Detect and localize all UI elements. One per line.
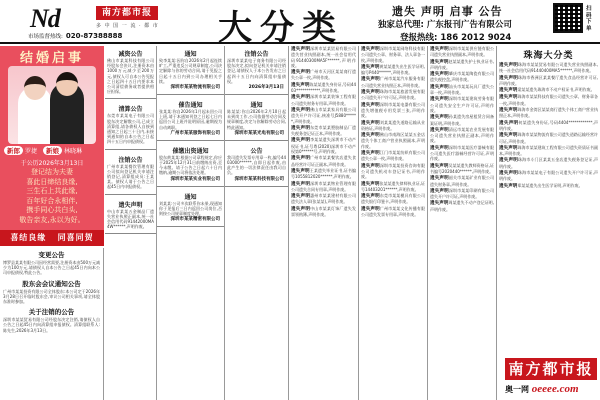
order-hotline-number: 186 2012 9024 bbox=[440, 33, 512, 43]
lost-notice bbox=[428, 145, 496, 162]
lost-notice bbox=[359, 46, 427, 63]
zhuhai-notice-text: 珠海市某某建筑工程有限公司遗失资质证书副本,声明作废。 bbox=[499, 144, 598, 157]
zhuhai-title: 珠海大分类 bbox=[523, 51, 574, 61]
lost-notice-text: 深圳市某某印刷有限公司遗失开户许可证,声明作废。 bbox=[430, 187, 494, 200]
ad-text: 陈某某:你自2026年2月10日起未到岗工作,公司依据劳动合同及规章制度,决定与你解除劳动合同,特此通知。 bbox=[227, 109, 286, 130]
divider bbox=[105, 194, 156, 195]
order-hotline bbox=[400, 31, 511, 43]
lost-notice-label: 遗失声明 bbox=[361, 77, 380, 83]
lost-notice-label: 遗失声明 bbox=[430, 163, 449, 169]
lost-notice-label: 遗失声明 bbox=[361, 151, 380, 157]
ad-text: 股东黄某某:根据公司章程规定,你应于2025年12月31日前缴纳出资,至今未缴。请于公告之日起六十日内缴纳,逾期公司将依法处理。 bbox=[159, 154, 222, 176]
notice-heading: 关于注销的公告 bbox=[28, 308, 75, 317]
ad-heading: 公告 bbox=[250, 147, 263, 155]
lost-notice-label: 遗失声明 bbox=[291, 194, 311, 200]
qr-label: 扫码下单 bbox=[586, 6, 592, 32]
lost-notice-label: 遗失声明 bbox=[361, 102, 380, 108]
lost-notice-text: 中山市某某灯饰厂遗失发票领购簿,声明作废。 bbox=[291, 205, 356, 218]
agent-line: 独家总代理: 广东报刊广告有限公司 bbox=[378, 20, 512, 30]
groom-badge: 新郎 bbox=[4, 146, 23, 155]
lost-notice-label: 遗失声明 bbox=[291, 206, 311, 212]
lost-notice-label: 遗失声明 bbox=[291, 168, 310, 174]
lost-notice bbox=[289, 206, 358, 218]
zhuhai-column bbox=[497, 46, 600, 356]
lost-notice-text: 深圳市某某装饰工程有限公司遗失财务专用章,声明作废。 bbox=[291, 94, 356, 106]
lost-notice-text: 深圳市某某建筑劳务有限公司遗失安全生产许可证,声明作废。 bbox=[430, 96, 494, 113]
wedding-title: 结婚启事 bbox=[19, 51, 84, 66]
lost-notice-text: 韶关市某某矿业有限公司遗失财务章,声明作废。 bbox=[430, 175, 494, 187]
lost-notice-label: 遗失声明 bbox=[361, 133, 380, 139]
lost-notice-text: 佛山市某某家具有限公司遗失开户许可证,核准号J5880******,声明作废。 bbox=[291, 106, 356, 124]
lost-notice bbox=[428, 188, 496, 200]
divider bbox=[157, 94, 224, 95]
lost-notice bbox=[289, 107, 358, 124]
lost-notice-text: 王某遗失毕业证书,证书编号1055812020******,声明作废。 bbox=[291, 167, 356, 180]
lost-notice-label: 遗失声明 bbox=[291, 95, 311, 101]
lost-notice bbox=[289, 168, 358, 180]
wedding-footer-left: 喜结良缘 bbox=[10, 233, 47, 242]
ad-signature: 深圳市某某物流有限公司 bbox=[170, 85, 220, 91]
lost-notice-label: 遗失声明 bbox=[430, 72, 449, 78]
wedding-poem bbox=[6, 168, 98, 225]
ad-text: 中山市某某五金制品厂遗失营业执照正副本,统一社会信用代码91442000MA4W******,声明作废。 bbox=[107, 208, 154, 230]
lost-notice bbox=[428, 175, 496, 187]
hotline-number: 020-87388888 bbox=[65, 32, 123, 40]
lost-notice-label: 遗失声明 bbox=[499, 95, 518, 101]
lost-notice-text: 黄某某遗失出生医学证明,编号P440******,声明作废。 bbox=[361, 63, 425, 76]
ad-heading: 通知 bbox=[250, 102, 263, 110]
order-hotline-label: 登报热线: bbox=[400, 33, 438, 43]
lost-notice-label: 遗失声明 bbox=[430, 127, 449, 133]
wedding-announcement bbox=[0, 46, 104, 246]
ad-text: 东莞市某某电子有限公司股东决定解散公司,已成立清算组,请各债权人自接到通知之日起三十日内,未接到通知的自本公告之日起四十五日内申报债权。 bbox=[107, 113, 154, 145]
notice-heading: 变更公告 bbox=[38, 251, 65, 259]
wedding-footer bbox=[0, 230, 104, 246]
footer-logo: 南方都市报 bbox=[505, 358, 597, 380]
lost-notice-text: 广州市某某文化传播有限公司遗失发票专用章,声明作废。 bbox=[361, 205, 425, 218]
lost-notice-label: 遗失声明 bbox=[499, 133, 518, 139]
lost-notice bbox=[359, 120, 427, 132]
lost-notice-label: 遗失声明 bbox=[291, 125, 311, 131]
bride-badge: 新娘 bbox=[43, 146, 62, 155]
lost-notice-label: 遗失声明 bbox=[361, 206, 380, 212]
zhuhai-notice-text: 珠海市某某贸易有限公司遗失营业执照副本,统一社会信用代码91440400MA5******,声明作废。 bbox=[499, 62, 598, 74]
lost-notice bbox=[359, 206, 427, 218]
notice-ad bbox=[105, 46, 156, 96]
notice-ad bbox=[105, 152, 156, 192]
lost-notice-text: 广州市天河区某某商行遗失公章一枚,声明作废。 bbox=[291, 69, 356, 81]
lost-notice-label: 遗失声明 bbox=[291, 181, 311, 187]
lost-notice bbox=[289, 125, 358, 137]
lost-notice-text: 深圳市某某贸易有限公司遗失营业执照副本,统一社会信用代码91440300MA5F******,声明作废。 bbox=[291, 46, 356, 68]
lost-notice-label: 遗失声明 bbox=[291, 107, 311, 113]
ad-signature: 广州市某某服饰有限公司 bbox=[170, 130, 220, 136]
column-1 bbox=[105, 46, 157, 400]
lost-notice-label: 遗失声明 bbox=[361, 120, 380, 126]
lost-notice-label: 遗失声明 bbox=[430, 97, 449, 103]
lost-notice bbox=[289, 193, 358, 205]
groom-head bbox=[56, 72, 78, 96]
zhuhai-notice bbox=[497, 157, 600, 169]
zhuhai-notice-text: 珠海市斗门区某某五金店遗失税务登记证,声明作废。 bbox=[499, 157, 598, 169]
lost-notice bbox=[428, 127, 496, 144]
footer-brand bbox=[497, 356, 600, 400]
lost-notice-text: 孙某遗失房屋租赁合同备案证明,声明作废。 bbox=[430, 114, 494, 126]
lost-notice-text: 刘某某遗失道路运输从业资格证,声明作废。 bbox=[361, 119, 425, 131]
ad-signature: 深圳市某某科技有限公司 bbox=[234, 176, 284, 182]
page-subtitle: 遗失 声明 启事 公告 bbox=[392, 5, 503, 18]
poem-line: 登记结为夫妻 bbox=[31, 168, 73, 176]
ad-text: 我司遗失发票专用章一枚,编号4403000******,自即日起作废,由此产生的一切法律责任由我司自负。 bbox=[227, 154, 286, 176]
lost-notice-text: 陈某某遗失身份证,号码4403************,声明作废。 bbox=[291, 81, 356, 94]
lost-notice-label: 遗失声明 bbox=[291, 47, 311, 52]
lost-notice-label: 遗失声明 bbox=[291, 70, 311, 76]
lost-notice bbox=[359, 76, 427, 88]
hotline-label: 市场监督热线: bbox=[28, 34, 63, 40]
notice-ad bbox=[105, 101, 156, 146]
lost-notice-label: 遗失声明 bbox=[430, 176, 449, 182]
lost-notice bbox=[289, 46, 358, 68]
lost-notice bbox=[428, 114, 496, 126]
zhuhai-notice-text: 珠海市香洲区某某餐厅遗失食品经营许可证,声明作废。 bbox=[499, 74, 598, 86]
lost-notice bbox=[289, 181, 358, 193]
column-6 bbox=[428, 46, 497, 400]
lost-notice-label: 遗失声明 bbox=[430, 84, 449, 90]
notice-ad bbox=[157, 97, 224, 138]
lost-notice-label: 遗失声明 bbox=[291, 82, 310, 88]
lost-notice-text: 深圳市某某供应链有限公司遗失营业执照副本,声明作废。 bbox=[430, 46, 494, 58]
lost-notice-label: 遗失声明 bbox=[361, 64, 380, 70]
divider bbox=[105, 98, 156, 99]
zhuhai-notice bbox=[497, 170, 600, 182]
ad-heading: 遗失声明 bbox=[118, 201, 143, 209]
lost-notice-label: 遗失声明 bbox=[499, 88, 518, 94]
lost-notice-label: 遗失声明 bbox=[430, 115, 449, 121]
ad-text: 刘某某:公司多次联系你未果,现通知你于见报后三日内返回公司岗位,否则按公司规章制度处理。 bbox=[159, 200, 222, 217]
lost-notice-label: 遗失声明 bbox=[361, 47, 380, 52]
ad-text: 张某某:你自2026年1月起未回公司上班,请于本通知刊登之日起七日内返回公司上班并说明原因,逾期视为自动离职。 bbox=[159, 109, 222, 130]
zhuhai-notice bbox=[497, 62, 600, 74]
divider bbox=[157, 140, 224, 141]
supervision-hotline bbox=[28, 32, 122, 40]
poem-line: 携手同心共白头, bbox=[26, 206, 78, 214]
lost-notice bbox=[289, 155, 358, 167]
lost-notice-text: 珠海市某某旅游发展有限公司遗失开户许可证,声明作废。 bbox=[361, 89, 425, 101]
ad-signature: 深圳市某某精密有限公司 bbox=[170, 217, 220, 223]
couple-photo bbox=[8, 66, 96, 144]
lost-notice-text: 深圳市某某电器有限公司遗失增值税专用发票三张,声明作废。 bbox=[361, 101, 425, 119]
lost-notice-label: 遗失声明 bbox=[430, 145, 449, 151]
zhuhai-notice-text: 何某遗失身份证,号码4404************,声明作废。 bbox=[499, 119, 598, 131]
zhuhai-notice bbox=[497, 94, 600, 106]
lost-notice-text: 东莞市某某塑胶制品厂遗失税务登记证正本,声明作废。 bbox=[291, 124, 356, 137]
zhuhai-notice-text: 珠海市金湾区某某商行遗失个体工商户营业执照正本,声明作废。 bbox=[499, 107, 598, 119]
couple-names bbox=[4, 146, 100, 155]
zhuhai-notice-text: 珠海市某某物流有限公司遗失道路运输经营许可证,声明作废。 bbox=[499, 132, 598, 144]
zhuhai-notice bbox=[497, 75, 600, 87]
lost-notice bbox=[428, 46, 496, 58]
lost-notice bbox=[359, 163, 427, 180]
lost-notice bbox=[428, 163, 496, 175]
ad-heading: 通知 bbox=[184, 193, 197, 201]
lost-notice bbox=[359, 181, 427, 193]
lost-notice-text: 深圳市某某医疗器械有限公司遗失医疗器械经营许可证,声明作废。 bbox=[430, 144, 494, 162]
lost-notice bbox=[359, 193, 427, 205]
divider bbox=[225, 94, 288, 95]
lost-notice bbox=[428, 96, 496, 113]
lost-notice-text: 东莞市某某模具有限公司遗失银行印鉴卡,声明作废。 bbox=[361, 193, 425, 205]
wedding-date: 于公历2026年3月13日 bbox=[20, 160, 84, 167]
zhuhai-items bbox=[497, 62, 600, 189]
lost-notice bbox=[289, 137, 358, 154]
lost-notice-label: 遗失声明 bbox=[499, 63, 518, 68]
lost-notice-text: 汕头市某某玩具厂遗失公章一枚,声明作废。 bbox=[430, 83, 494, 96]
lost-notice-label: 遗失声明 bbox=[361, 90, 380, 96]
lost-notice-text: 张某某遗失律师执业证,证号14403201******,声明作废。 bbox=[361, 180, 425, 192]
lost-notice-label: 遗失声明 bbox=[499, 108, 518, 114]
brand-badge: 南方都市报 bbox=[96, 6, 158, 20]
page-title: 大分类 bbox=[218, 8, 344, 48]
site-url[interactable]: oeeee.com bbox=[531, 383, 579, 395]
zhuhai-notice-text: 珠海市某某电子有限公司遗失开户许可证,声明作废。 bbox=[499, 170, 598, 182]
notice-body: 深圳市某某贸易有限公司经股东决定注销,请债权人自公告之日起45日内向清算组申报债权。清算组联系人:陈先生,2026年3月13日。 bbox=[3, 317, 100, 333]
zhuhai-notice bbox=[497, 132, 600, 144]
zhuhai-notice-text: 郑某某遗失出生医学证明,声明作废。 bbox=[517, 182, 583, 188]
zhuhai-notice bbox=[497, 87, 600, 93]
lost-notice bbox=[359, 150, 427, 162]
left-notices bbox=[0, 248, 104, 400]
lost-notice-text: 肇庆市某某陶瓷有限公司遗失税控盘,声明作废。 bbox=[430, 71, 494, 83]
ad-heading: 减资公告 bbox=[118, 51, 143, 58]
ad-text: 广州市某某餐饮管理有限公司拟向登记机关申请注销登记,清算组成员:王某某。债权人请于公告之日起45日内申报债权。 bbox=[107, 163, 154, 190]
poem-line: 三生石上共此缘, bbox=[26, 187, 78, 195]
notice-ad bbox=[225, 97, 288, 138]
lost-notice bbox=[359, 89, 427, 101]
lost-notice-text: 深圳市某某网络科技有限公司遗失公章、财务章、法人章各一枚,声明作废。 bbox=[361, 46, 425, 63]
lost-notice bbox=[359, 132, 427, 149]
notice-heading: 股东会会议通知公告 bbox=[22, 279, 81, 288]
lost-notice-label: 遗失声明 bbox=[499, 171, 518, 177]
zhuhai-notice bbox=[497, 120, 600, 132]
lost-notice-text: 深圳市某某物业管理有限公司遗失合同专用章,声明作废。 bbox=[291, 180, 356, 192]
bride-name: 林晓琳 bbox=[63, 148, 82, 155]
notice-ad bbox=[157, 143, 224, 184]
zhuhai-notice-text: 珠海市某某科技有限公司遗失公章、财务章各一枚,声明作废。 bbox=[499, 94, 598, 106]
poem-line: 喜此日缔结良缘, bbox=[26, 177, 78, 186]
lost-notice bbox=[289, 82, 358, 94]
lost-notice bbox=[428, 59, 496, 71]
lost-notice-text: 赵某某遗失护士执业证书,声明作废。 bbox=[430, 58, 494, 70]
lost-notice-text: 佛山市南海区某某五金店遗失个体工商户营业执照副本,声明作废。 bbox=[361, 132, 425, 149]
ad-heading: 通知 bbox=[184, 51, 197, 58]
divider bbox=[105, 149, 156, 150]
ad-signature: 深圳市某某光电有限公司 bbox=[234, 130, 284, 136]
ad-signature: 2026年3月13日 bbox=[248, 85, 284, 91]
notice-ad bbox=[157, 46, 224, 92]
ad-heading: 催告通知 bbox=[178, 102, 203, 110]
notice-ad bbox=[225, 143, 288, 184]
lost-notice-label: 遗失声明 bbox=[499, 183, 518, 189]
lost-notice-text: 李某某遗失深圳市不动产权证书,证号粤(2020)深圳市不动产权第0******号,声明作废。 bbox=[291, 137, 356, 155]
lost-notice-label: 遗失声明 bbox=[361, 194, 380, 200]
brand-slogan: 多 中 国 一 流 · 都 市 bbox=[96, 23, 159, 29]
zhuhai-notice bbox=[497, 145, 600, 157]
ad-heading: 催缴出资通知 bbox=[172, 147, 209, 155]
divider bbox=[225, 186, 288, 187]
divider bbox=[225, 140, 288, 141]
lost-notice-label: 遗失声明 bbox=[430, 47, 449, 52]
masthead bbox=[0, 0, 600, 48]
notice-body: 博罗县某某有限公司因经营需要,注册资本由500万元减少为100万元,请债权人自本公告之日起45日内向本公司申报债权,特此公告。 bbox=[3, 260, 100, 276]
ad-heading: 注销公告 bbox=[244, 51, 269, 58]
groom-name: 罗捷 bbox=[25, 148, 38, 155]
lost-notice-label: 遗失声明 bbox=[499, 120, 519, 126]
ad-heading: 注销公告 bbox=[118, 156, 143, 164]
qr-code-icon[interactable] bbox=[553, 3, 583, 33]
zhuhai-notice bbox=[497, 183, 600, 189]
newspaper-logo: Nd bbox=[30, 4, 60, 33]
lost-notice bbox=[428, 84, 496, 96]
column-4 bbox=[289, 46, 359, 400]
lost-notice bbox=[359, 64, 427, 76]
lost-notice-label: 遗失声明 bbox=[430, 59, 449, 65]
column-2 bbox=[157, 46, 225, 400]
lost-notice-text: 广州市某某汽车服务有限公司遗失营业执照正本,声明作废。 bbox=[361, 76, 425, 88]
zhuhai-notice bbox=[497, 107, 600, 119]
notice-ad bbox=[225, 46, 288, 92]
ad-text: 深圳市某某电子商务有限公司经股东决定,拟向登记机关申请注销登记,请债权人于本公告发布之日起四十五日内向清算组申报债权。 bbox=[227, 58, 286, 84]
column-3 bbox=[225, 46, 289, 400]
lost-notice-label: 遗失声明 bbox=[430, 201, 449, 207]
bride-head bbox=[24, 76, 46, 100]
poem-line: 敬告亲友,永以为好。 bbox=[19, 215, 85, 224]
lost-notice-label: 遗失声明 bbox=[361, 181, 380, 187]
ad-text: 佛山市某某科技有限公司经股东会决议,注册资本由1000万元减少至200万元,债权人可自本公告见报之日起四十五日内要求本公司清偿债务或者提供相应担保。 bbox=[107, 58, 154, 95]
lost-notice-label: 遗失声明 bbox=[430, 188, 449, 194]
zhuhai-notice-text: 梁某某遗失珠海市不动产权证书,声明作废。 bbox=[517, 87, 595, 93]
lost-notice bbox=[289, 94, 358, 106]
lost-notice-text: 清远市某某农业发展有限公司遗失营业执照正副本,声明作废。 bbox=[430, 126, 494, 144]
divider bbox=[157, 226, 224, 227]
poem-line: 百年好合永相伴, bbox=[26, 196, 78, 205]
lost-notice-label: 遗失声明 bbox=[361, 163, 380, 169]
column-5 bbox=[359, 46, 428, 400]
lost-notice-label: 遗失声明 bbox=[291, 156, 311, 162]
ad-text: 致李某某:因你自2026年2月起连续旷工,严重违反公司规章制度,公司决定解除与你的劳动合同,请于见报之日起十五日内到公司办理相关手续。 bbox=[159, 58, 222, 84]
lost-notice-text: 吴某某遗失教师资格证,证书编号2020440******,声明作废。 bbox=[430, 162, 494, 174]
divider bbox=[105, 233, 156, 234]
footer-site[interactable] bbox=[505, 383, 579, 395]
lost-notice-text: 惠州市某某建材有限公司遗失法人章(张某某),声明作废。 bbox=[291, 193, 356, 205]
lost-notice-text: 江门市某某纺织有限公司遗失公章一枚,声明作废。 bbox=[361, 150, 425, 162]
site-prefix: 奥一网 bbox=[505, 385, 529, 394]
ad-heading: 清算公告 bbox=[118, 106, 143, 114]
ad-signature: 深圳市某某实业有限公司 bbox=[170, 176, 220, 182]
lost-notice-label: 遗失声明 bbox=[499, 145, 518, 151]
lost-notice-label: 遗失声明 bbox=[499, 158, 518, 164]
lost-notice-text: 深圳市某某投资咨询有限公司遗失机动车登记证书,声明作废。 bbox=[361, 162, 425, 180]
lost-notice bbox=[428, 200, 496, 212]
lost-notice bbox=[428, 71, 496, 83]
lost-notice bbox=[289, 69, 358, 81]
notice-body: 广州市某某投资有限公司全体股东:本公司定于2026年3月28日召开临时股东会,审议公司相关事项,请全体股东准时参加。 bbox=[3, 288, 100, 305]
lost-notice bbox=[359, 102, 427, 119]
wedding-footer-right: 同喜同贺 bbox=[57, 233, 94, 242]
lost-notice-text: 周某遗失不动产登记证明,声明作废。 bbox=[430, 200, 494, 212]
divider bbox=[157, 186, 224, 187]
notice-ad bbox=[157, 189, 224, 225]
notice-ad bbox=[105, 197, 156, 232]
lost-notice-label: 遗失声明 bbox=[291, 138, 311, 144]
lost-notice-text: 广州市某某餐饮店遗失食品经营许可证正副本,声明作废。 bbox=[291, 155, 356, 167]
lost-notice-label: 遗失声明 bbox=[499, 75, 518, 81]
